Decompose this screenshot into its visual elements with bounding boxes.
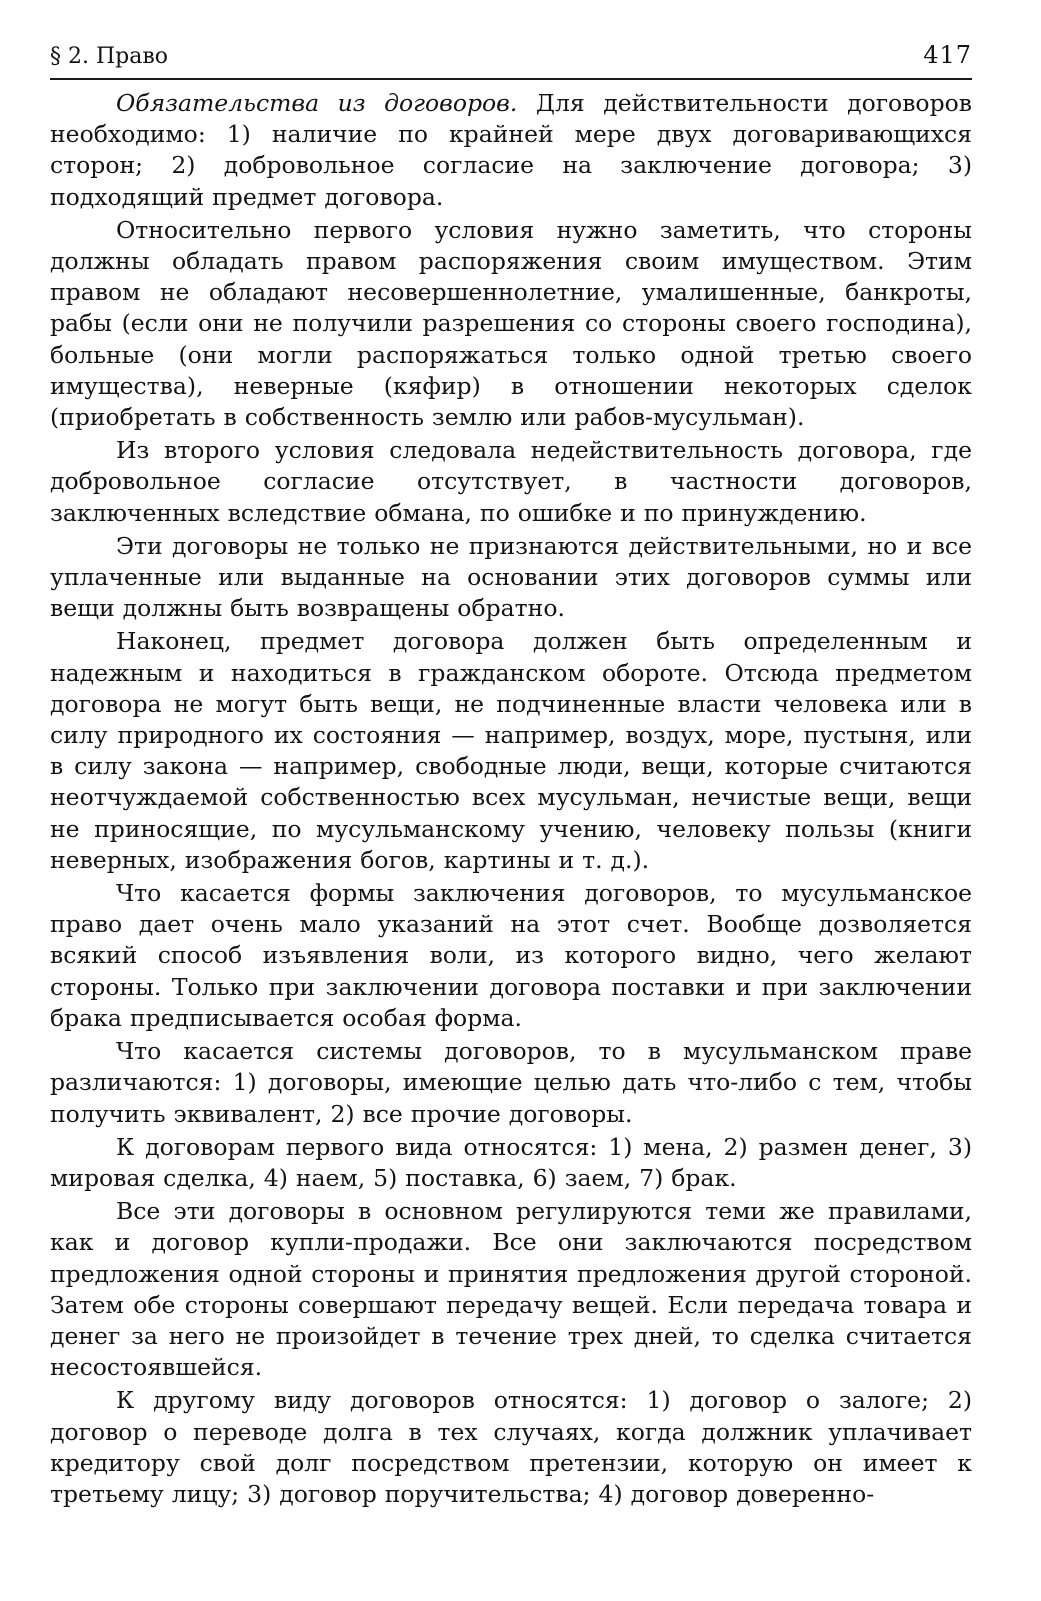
- section-title: § 2. Право: [50, 44, 168, 69]
- paragraph: [50, 88, 972, 213]
- paragraph-lead-italic: Обязательства из договоров.: [116, 89, 518, 117]
- paragraph: Из второго условия следовала недействительность договора, где добровольное согласие отсутствует, в частности договоров, заключенных вследствие обмана, по ошибке и по принуждению.: [50, 436, 972, 527]
- page-number: 417: [923, 41, 972, 69]
- paragraph: К договорам первого вида относятся: 1) мена, 2) размен денег, 3) мировая сделка, 4) наем, 5) поставка, 6) заем, 7) брак.: [50, 1132, 972, 1192]
- paragraph-text: Для действительности договоров необходимо: 1) наличие по крайней мере двух договаривающихся сторон; 2) добровольное согласие на заключение договора; 3) подходящий предмет договора.: [50, 89, 973, 211]
- paragraph: Наконец, предмет договора должен быть определенным и надежным и находиться в гражданском обороте. Отсюда предметом договора не могут быть вещи, не подчиненные власти человека или в силу природного их состояния — например, воздух, море, пустыня, или в силу закона — например, свободные люди, вещи, которые считаются неотчуждаемой собственностью всех мусульман, нечистые вещи, вещи не приносящие, по мусульманскому учению, человеку пользы (книги неверных, изображения богов, картины и т. д.).: [50, 627, 972, 874]
- book-page: [50, 40, 972, 1510]
- paragraph: К другому виду договоров относятся: 1) договор о залоге; 2) договор о переводе долга в тех случаях, когда должник уплачивает кредитору свой долг посредством претензии, которую он имеет к третьему лицу; 3) договор поручительства; 4) договор доверенно-: [50, 1386, 972, 1508]
- paragraph: Все эти договоры в основном регулируются теми же правилами, как и договор купли-продажи. Все они заключаются посредством предложения одной стороны и принятия предложения другой стороной. Затем обе стороны совершают передачу вещей. Если передача товара и денег за него не произойдет в течение трех дней, то сделка считается несостоявшейся.: [50, 1197, 972, 1382]
- body-text: [50, 88, 972, 1510]
- paragraph: Что касается формы заключения договоров, то мусульманское право дает очень мало указаний на этот счет. Вообще дозволяется всякий способ изъявления воли, из которого видно, чего желают стороны. Только при заключении договора поставки и при заключении брака предписывается особая форма.: [50, 879, 972, 1032]
- paragraph: Эти договоры не только не признаются действительными, но и все уплаченные или выданные на основании этих договоров суммы или вещи должны быть возвращены обратно.: [50, 531, 972, 623]
- paragraph: Относительно первого условия нужно заметить, что стороны должны обладать правом распоряжения своим имуществом. Этим правом не обладают несовершеннолетние, умалишенные, банкроты, рабы (если они не получили разрешения со стороны своего господина), больные (они могли распоряжаться только одной третью своего имущества), неверные (кяфир) в отношении некоторых сделок (приобретать в собственность землю или рабов-мусульман).: [50, 215, 972, 432]
- paragraph: Что касается системы договоров, то в мусульманском праве различаются: 1) договоры, имеющие целью дать что-либо с тем, чтобы получить эквивалент, 2) все прочие договоры.: [50, 1037, 972, 1128]
- running-header: [50, 40, 972, 80]
